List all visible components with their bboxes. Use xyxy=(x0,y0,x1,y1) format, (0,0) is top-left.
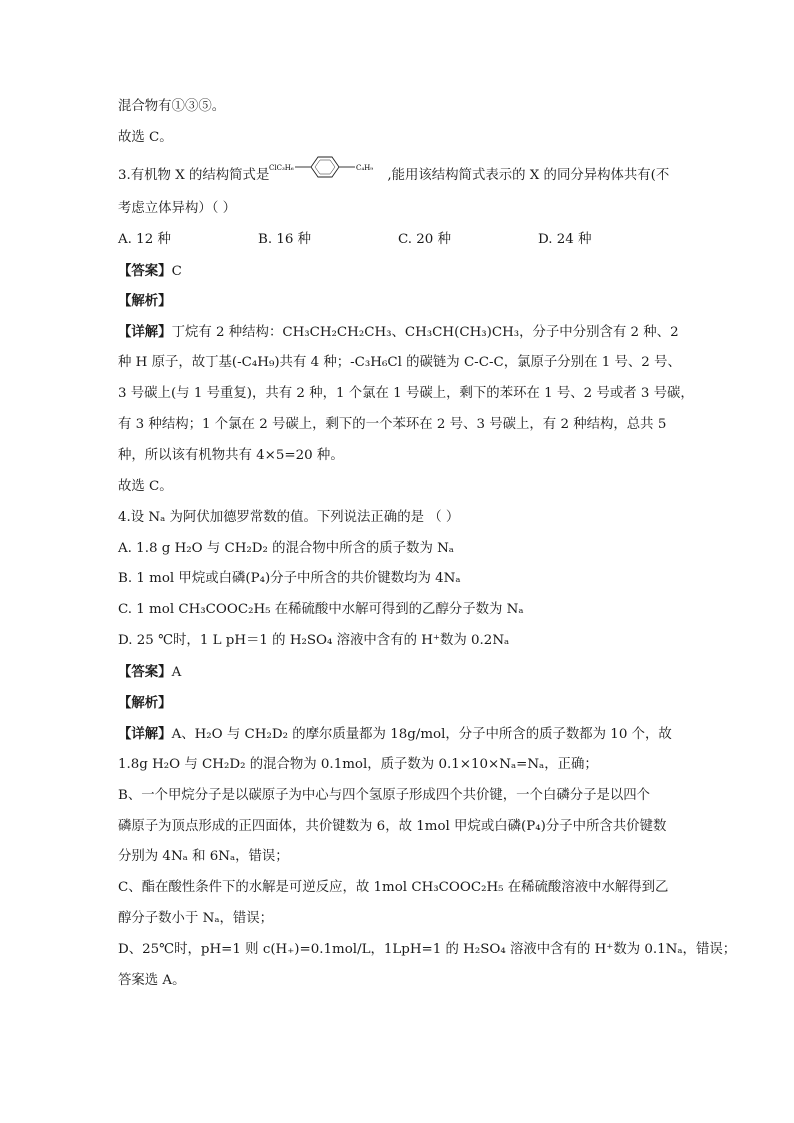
detail-tag: 【详解】 xyxy=(118,725,172,742)
paragraph-line: B、一个甲烷分子是以碳原子为中心与四个氢原子形成四个共价键，一个白磷分子是以四个 xyxy=(118,787,651,803)
analysis-tag: 【解析】 xyxy=(118,293,172,310)
question-3-stem: 3.有机物 X 的结构简式是 ClC₃H₆ C₄H₉ ,能用该结构简式表示的 X 的同分异构体共有(不 xyxy=(118,154,678,194)
detail-line: 【详解】A、H₂O 与 CH₂D₂ 的摩尔质量都为 18g/mol，分子中所含的质子数都为 10 个，故 xyxy=(118,725,672,742)
answer-value: C xyxy=(171,263,182,279)
paragraph-line: 3 号碳上(与 1 号重复)，共有 2 种，1 个氯在 1 号碳上，剩下的苯环在 1 号、2 号或者 3 号碳， xyxy=(118,386,694,402)
paragraph-line: 1.8g H₂O 与 CH₂D₂ 的混合物为 0.1mol，质子数为 0.1×10×Nₐ=Nₐ，正确； xyxy=(118,756,598,772)
question-4-stem: 4.设 Nₐ 为阿伏加德罗常数的值。下列说法正确的是 （ ） xyxy=(118,509,460,525)
option-d: D. 25 ℃时，1 L pH＝1 的 H₂SO₄ 溶液中含有的 H⁺数为 0.2Nₐ xyxy=(118,633,510,649)
paragraph-line: 醇分子数小于 Nₐ，错误； xyxy=(118,911,274,927)
substituent-left-label: ClC₃H₆ xyxy=(269,163,295,172)
paragraph-line: C、酯在酸性条件下的水解是可逆反应，故 1mol CH₃COOC₂H₅ 在稀硫酸溶液中水解得到乙 xyxy=(118,880,669,896)
paragraph-line: 磷原子为顶点形成的正四面体，共价键数为 6，故 1mol 甲烷或白磷(P₄)分子中所含共价键数 xyxy=(118,818,667,834)
paragraph-line: 故选 C。 xyxy=(118,478,173,494)
answer-tag: 【答案】 xyxy=(118,664,172,681)
option-a: A. 1.8 g H₂O 与 CH₂D₂ 的混合物中所含的质子数为 Nₐ xyxy=(118,540,454,556)
answer-line xyxy=(118,256,678,287)
option-b: B. 16 种 xyxy=(258,231,312,247)
options-row xyxy=(118,225,678,256)
paragraph-line: 种 H 原子，故丁基(-C₄H₉)共有 4 种；-C₃H₆Cl 的碳链为 C-C-C，氯原子分别在 1 号、2 号、 xyxy=(118,355,681,371)
paragraph-line: 答案选 A。 xyxy=(118,973,186,989)
structural-formula xyxy=(269,154,387,197)
detail-tag: 【详解】 xyxy=(118,324,172,341)
paragraph-line: 考虑立体异构）（ ） xyxy=(118,200,237,216)
paragraph-line: 故选 C。 xyxy=(118,129,173,145)
answer-value: A xyxy=(171,665,182,681)
option-c: C. 20 种 xyxy=(398,231,451,247)
paragraph-line: 分别为 4Nₐ 和 6Nₐ，错误； xyxy=(118,849,289,865)
answer-tag: 【答案】 xyxy=(118,262,172,279)
option-d: D. 24 种 xyxy=(538,231,592,247)
analysis-tag: 【解析】 xyxy=(118,695,172,712)
document-page xyxy=(118,92,737,997)
detail-line: 【详解】丁烷有 2 种结构：CH₃CH₂CH₂CH₃、CH₃CH(CH₃)CH₃，分子中分别含有 2 种、2 xyxy=(118,324,679,341)
paragraph-line: 种，所以该有机物共有 4×5=20 种。 xyxy=(118,447,344,463)
option-c: C. 1 mol CH₃COOC₂H₅ 在稀硫酸中水解可得到的乙醇分子数为 Nₐ xyxy=(118,602,524,618)
option-b: B. 1 mol 甲烷或白磷(P₄)分子中所含的共价键数均为 4Nₐ xyxy=(118,571,461,587)
option-a: A. 12 种 xyxy=(118,231,171,247)
answer-line xyxy=(118,657,678,688)
paragraph-line: D、25℃时，pH=1 则 c(H₊)=0.1mol/L，1LpH=1 的 H₂SO₄ 溶液中含有的 H⁺数为 0.1Nₐ，错误； xyxy=(118,942,737,958)
paragraph-line: 混合物有①③⑤。 xyxy=(118,99,226,114)
substituent-right-label: C₄H₉ xyxy=(356,163,374,172)
paragraph-line: 有 3 种结构；1 个氯在 2 号碳上，剩下的一个苯环在 2 号、3 号碳上，有 2 种结构，总共 5 xyxy=(118,417,667,433)
